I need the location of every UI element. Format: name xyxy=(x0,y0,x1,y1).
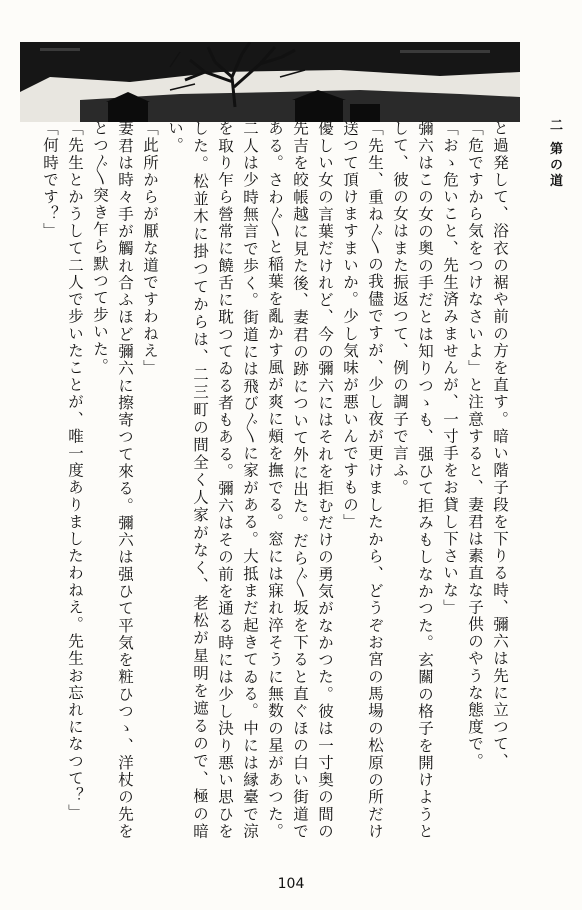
paragraph: 彌六はこの女の奥の手だとは知りつゝも、强ひて拒みもしなかつた。玄關の格子を開けようとして、彼の女はまた振返つて、例の調子で言ふ。 xyxy=(391,120,434,840)
paragraph: 「何時です？」 xyxy=(41,120,59,240)
vertical-body-text xyxy=(42,120,512,840)
chapter-title: 第の道 xyxy=(547,141,562,190)
paragraph: と過発して、浴衣の裾や前の方を直す。暗い階子段を下りる時、彌六は先に立つて、 xyxy=(491,120,509,770)
paragraph: 「此所からが厭な道ですわねえ」 xyxy=(141,120,159,377)
tree-landscape-icon xyxy=(20,42,520,122)
paragraph: 優しい女の言葉だけれど、今の彌六にはそれを拒むだけの勇気がなかつた。彼は一寸奥の間の先吉を皎帳越に見た後、妻君の跡について外に出た。だら〲坂を下ると直ぐほの白い街道である。さわ〲と稲葉を亂かす風が爽に頰を撫でる。窓には寐れ淬そうに無数の星があつた。二人は少時無言で歩く。街道には飛び〲に家がある。大抵まだ起きてゐる。中には縁臺で涼を取り乍ら營常に饒舌に耽つてゐる者もある。彌六はその前を通る時には少し決り悪い思ひをした。松並木に掛つてからは、二三町の間全く人家がなく、老松が星明を遮るので、極の暗い。 xyxy=(166,120,334,840)
paragraph: 「危ですから気をつけなさいよ」と注意すると、妻君は素直な子供のやうな態度で。 xyxy=(466,120,484,770)
paragraph: 「先生とかうして二人で步いたことが、唯一度ありましたわねえ。先生お忘れになつて？」 xyxy=(66,120,84,822)
chapter-number: 二 xyxy=(547,118,562,134)
chapter-heading xyxy=(545,118,564,190)
paragraph: 「おゝ危いこと、先生済みませんが、一寸手をお貸し下さいな」 xyxy=(441,120,459,616)
paragraph: 「先生、重ね〲の我儘ですが、少し夜が更けましたから、どうぞお宮の馬場の松原の所だけ送つて頂けますまいか。少し気味が悪いんですもの」 xyxy=(341,120,384,840)
paragraph: 妻君は時々手が觸れ合ふほど彌六に擦寄つて來る。彌六は强ひて平気を粧ひつゝ、洋杖の先をとつ〲突き乍ら默つて步いた。 xyxy=(91,120,134,840)
page-number: 104 xyxy=(277,876,305,892)
header-illustration xyxy=(20,42,520,122)
